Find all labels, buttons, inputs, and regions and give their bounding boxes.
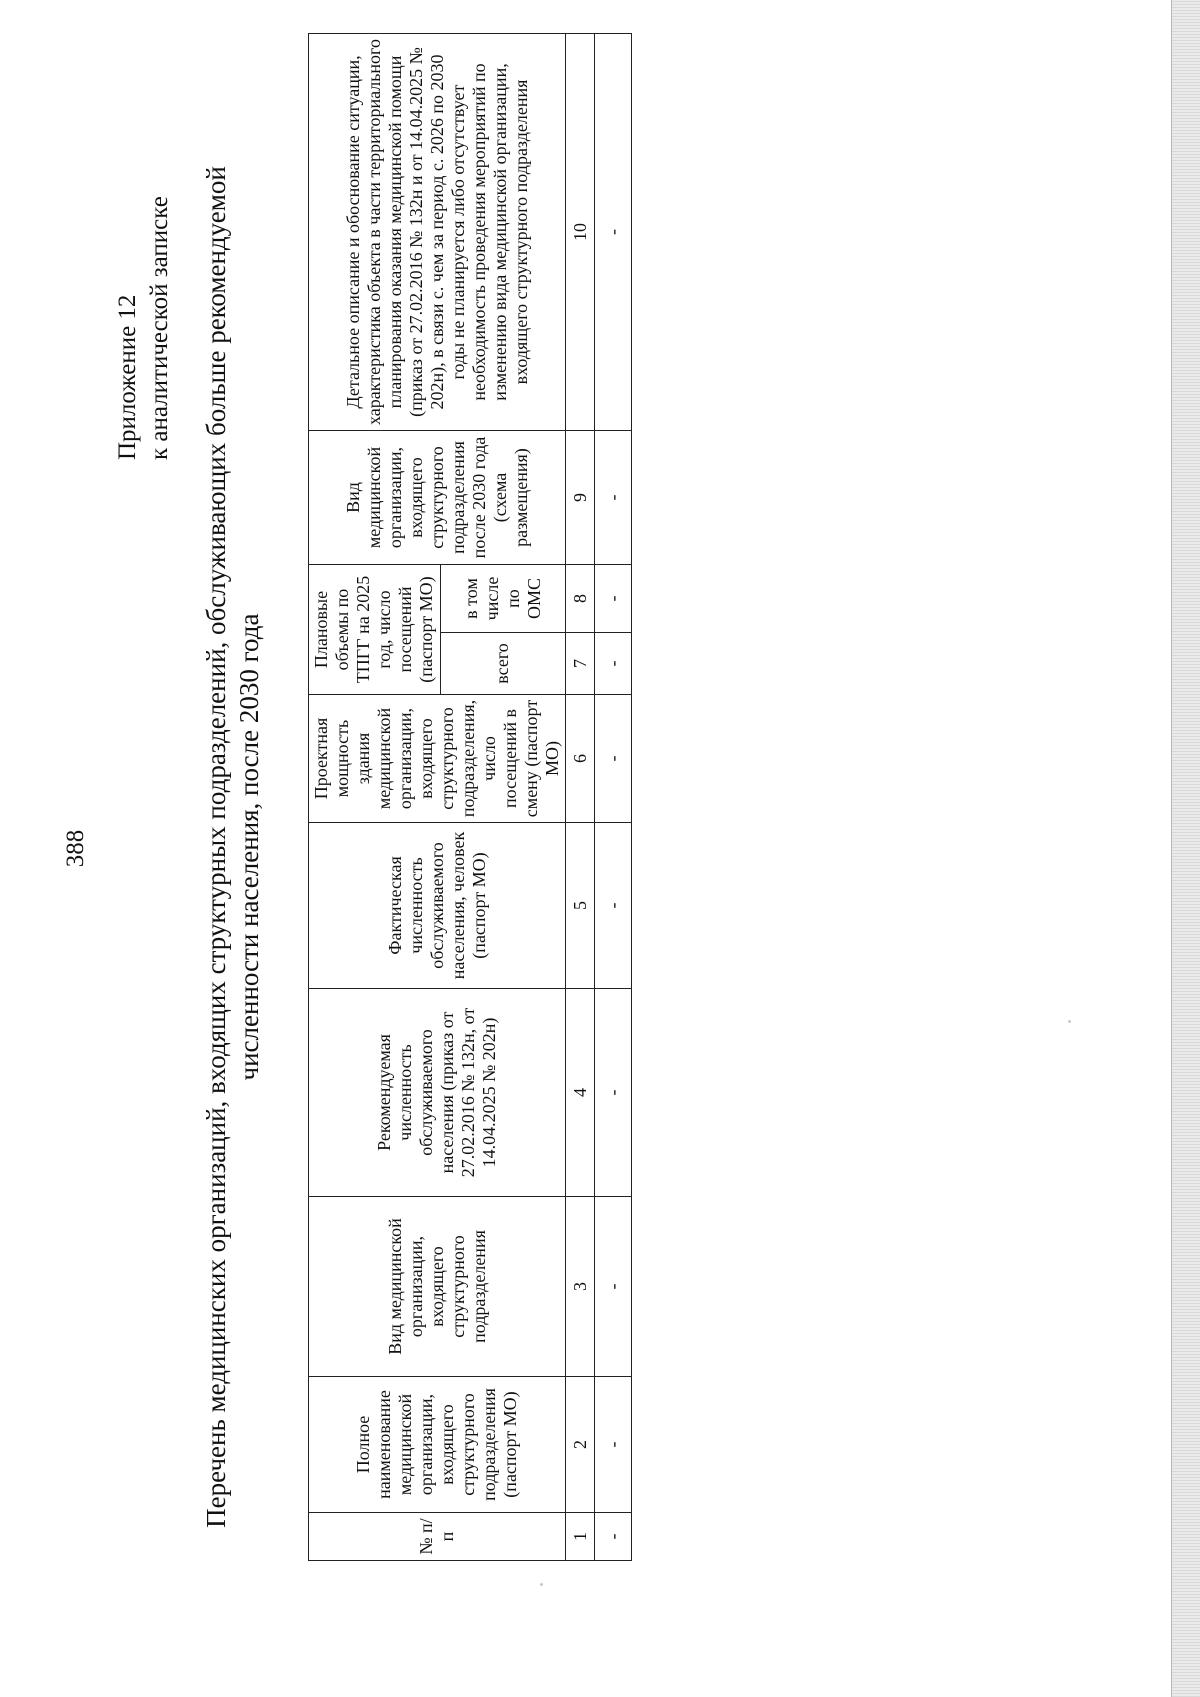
document-title	[200, 127, 266, 1567]
table-cell: -	[595, 823, 632, 989]
header-planned-total: всего	[440, 633, 566, 695]
column-number: 2	[566, 1377, 595, 1513]
table-cell: -	[595, 1377, 632, 1513]
appendix-label	[112, 0, 176, 460]
column-number: 7	[566, 633, 595, 695]
appendix-line-2: к аналитической записке	[146, 196, 173, 460]
table-cell: -	[595, 989, 632, 1197]
header-org-type-after-2030: Вид медицинской организации, входящего структурного подразделения после 2030 года (схема размещения)	[309, 431, 566, 565]
organizations-table	[308, 33, 632, 1561]
column-number: 6	[566, 695, 595, 823]
table-cell: -	[595, 431, 632, 565]
column-number: 8	[566, 565, 595, 633]
title-line-1: Перечень медицинских организаций, входящих структурных подразделений, обслуживающих больше рекомендуемой	[201, 166, 231, 1528]
table-cell: -	[595, 34, 632, 431]
header-full-name: Полное наименование медицинской организации, входящего структурного подразделения (паспорт МО)	[309, 1377, 566, 1513]
header-org-type: Вид медицинской организации, входящего структурного подразделения	[309, 1197, 566, 1377]
column-numbers-row	[566, 34, 595, 1561]
header-design-capacity: Проектная мощность здания медицинской организации, входящего структурного подразделения, число посещений в смену (паспорт МО)	[309, 695, 566, 823]
header-recommended-population: Рекомендуемая численность обслуживаемого населения (приказ от 27.02.2016 № 132н, от 14.04.2025 № 202н)	[309, 989, 566, 1197]
header-row-number: № п/п	[309, 1513, 566, 1561]
page-number: 388	[62, 829, 89, 868]
table-cell: -	[595, 633, 632, 695]
header-detailed-description: Детальное описание и обоснование ситуации, характеристика объекта в части территориального планирования оказания медицинской помощи (приказ от 27.02.2016 № 132н и от 14.04.2025 № 202н), в связи с. чем за период с. 2026 по 2030 годы не планируется либо отсутствует необходимость проведения мероприятий по изменению вида медицинской организации, входящего структурного подразделения	[309, 34, 566, 431]
header-actual-population: Фактическая численность обслуживаемого населения, человек (паспорт МО)	[309, 823, 566, 989]
column-number: 3	[566, 1197, 595, 1377]
column-number: 9	[566, 431, 595, 565]
table-cell: -	[595, 1513, 632, 1561]
table-cell: -	[595, 1197, 632, 1377]
appendix-line-1: Приложение 12	[114, 294, 141, 460]
table-cell: -	[595, 695, 632, 823]
header-planned-oms: в том числе по ОМС	[440, 565, 566, 633]
header-planned-volumes: Плановые объемы по ТПГГ на 2025 год, число посещений (паспорт МО)	[309, 565, 441, 695]
table-cell: -	[595, 565, 632, 633]
column-number: 1	[566, 1513, 595, 1561]
column-number: 10	[566, 34, 595, 431]
column-number: 5	[566, 823, 595, 989]
table-header-row	[309, 34, 441, 1561]
table-row	[595, 34, 632, 1561]
column-number: 4	[566, 989, 595, 1197]
title-line-2: численности населения, после 2030 года	[234, 613, 264, 1081]
